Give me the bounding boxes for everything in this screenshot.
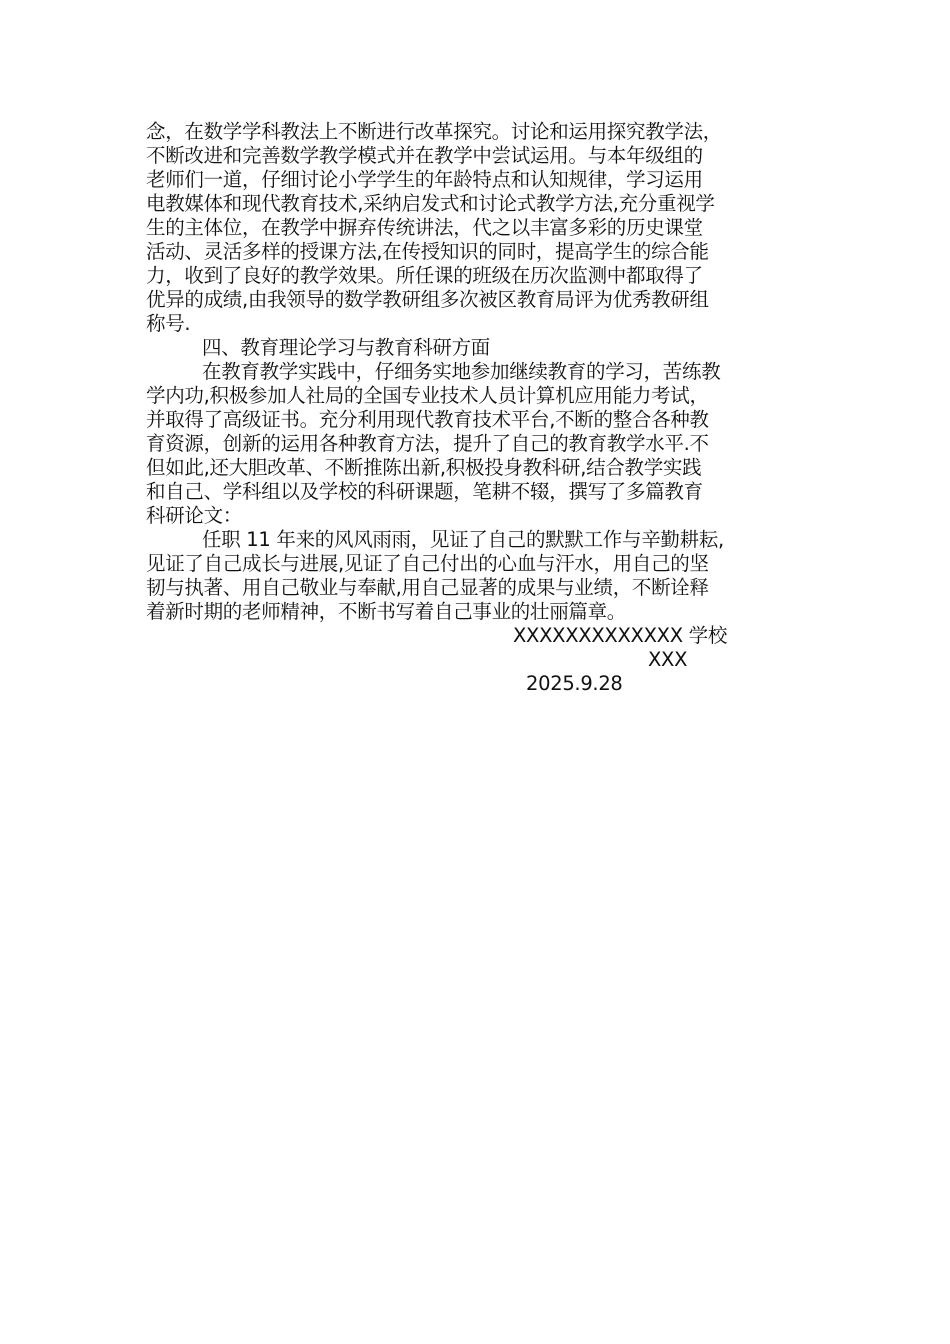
text-line: 和自己、学科组以及学校的科研课题，笔耕不辍，撰写了多篇教育 (146, 480, 703, 503)
text-line: 任职 11 年来的风风雨雨，见证了自己的默默工作与辛勤耕耘, (202, 528, 724, 551)
text-line: 不断改进和完善数学教学模式并在教学中尝试运用。与本年级组的 (146, 144, 703, 167)
text-line: 电教媒体和现代教育技术,采纳启发式和讨论式教学方法,充分重视学 (146, 192, 715, 215)
signature-block (146, 624, 810, 696)
text-line: 着新时期的老师精神，不断书写着自己事业的壮丽篇章。 (146, 600, 627, 623)
text-line: 称号. (146, 312, 191, 335)
text-line: 科研论文： (146, 504, 243, 527)
text-line: 并取得了高级证书。充分利用现代教育技术平台,不断的整合各种教 (146, 408, 709, 431)
text-line: 力，收到了良好的教学效果。所任课的班级在历次监测中都取得了 (146, 264, 703, 287)
paragraph-teaching-reform (146, 120, 810, 336)
text-line: 但如此,还大胆改革、不断推陈出新,积极投身教科研,结合教学实践 (146, 456, 702, 479)
text-line: 念，在数学学科教法上不断进行改革探究。讨论和运用探究教学法， (146, 120, 723, 143)
text-line: 老师们一道，仔细讨论小学学生的年龄特点和认知规律，学习运用 (146, 168, 703, 191)
text-line: 在教育教学实践中，仔细务实地参加继续教育的学习，苦练教 (202, 360, 721, 383)
paragraph-closing (146, 528, 810, 624)
signature-name: XXX (648, 648, 688, 671)
text-line: 韧与执著、用自己敬业与奉献,用自己显著的成果与业绩，不断诠释 (146, 576, 709, 599)
section-heading: 四、教育理论学习与教育科研方面 (202, 336, 491, 359)
signature-school: XXXXXXXXXXXXX 学校 (513, 624, 728, 647)
text-line: 学内功,积极参加人社局的全国专业技术人员计算机应用能力考试， (146, 384, 709, 407)
paragraph-education-research (146, 360, 810, 528)
text-line: 活动、灵活多样的授课方法,在传授知识的同时，提高学生的综合能 (146, 240, 709, 263)
text-line: 优异的成绩,由我领导的数学教研组多次被区教育局评为优秀教研组 (146, 288, 709, 311)
document-page (146, 120, 810, 696)
text-line: 见证了自己成长与进展,见证了自己付出的心血与汗水，用自己的坚 (146, 552, 709, 575)
text-line: 生的主体位，在教学中摒弃传统讲法，代之以丰富多彩的历史课堂 (146, 216, 703, 239)
signature-date: 2025.9.28 (526, 672, 623, 695)
text-line: 育资源，创新的运用各种教育方法，提升了自己的教育教学水平.不 (146, 432, 709, 455)
